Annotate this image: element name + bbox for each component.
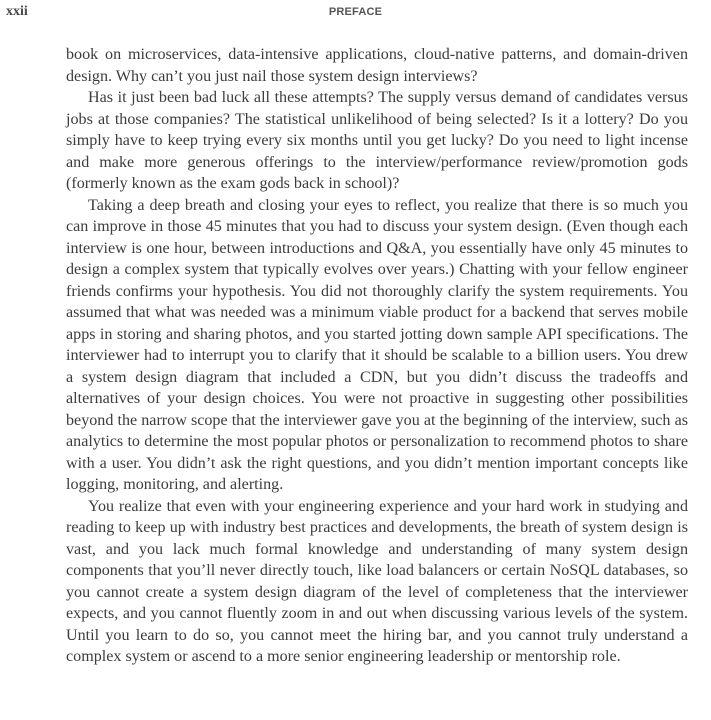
running-head: PREFACE [328,6,383,18]
paragraph: Taking a deep breath and closing your eyes to reflect, you realize that there is so much you can improve in those 45 minutes that you had to discuss your system design. (Even though each interview is one hour, between introductions and Q&A, you essentially have only 45 minutes to design a complex system that typically evolves over years.) Chatting with your fellow engineer friends confirms your hypothesis. You did not thoroughly clarify the system requirements. You assumed that what was needed was a minimum viable product for a backend that serves mobile apps in storing and sharing photos, and you started jotting down sample API specifications. The interviewer had to interrupt you to clarify that it should be scalable to a billion users. You drew a system design diagram that included a CDN, but you didn’t discuss the tradeoffs and alternatives of your design choices. You were not proactive in suggesting other possibilities beyond the narrow scope that the interviewer gave you at the beginning of the interview, such as analytics to determine the most popular photos or personalization to recommend photos to share with a user. You didn’t ask the right questions, and you didn’t mention important concepts like logging, monitoring, and alerting. [66,196,688,493]
body-text [66,44,688,668]
page-number: xxii [6,4,28,19]
paragraph: You realize that even with your engineering experience and your hard work in studying and reading to keep up with industry best practices and developments, the breath of system design is vast, and you lack much formal knowledge and understanding of many system design components that you’ll never directly touch, like load balancers or certain NoSQL databases, so you cannot create a system design diagram of the level of completeness that the interviewer expects, and you cannot fluently zoom in and out when discussing various levels of the system. Until you learn to do so, you cannot meet the hiring bar, and you cannot truly understand a complex system or ascend to a more senior engineering leadership or mentorship role. [66,497,688,665]
paragraph: book on microservices, data-intensive applications, cloud-native patterns, and domain-driven design. Why can’t you just nail those system design interviews? [66,46,688,85]
paragraph: Has it just been bad luck all these attempts? The supply versus demand of candidates versus jobs at those companies? The statistical unlikelihood of being selected? Is it a lottery? Do you simply have to keep trying every six months until you get lucky? Do you need to light incense and make more generous offerings to the interview/performance review/promotion gods (formerly known as the exam gods back in school)? [66,89,688,192]
page-header [0,0,711,30]
